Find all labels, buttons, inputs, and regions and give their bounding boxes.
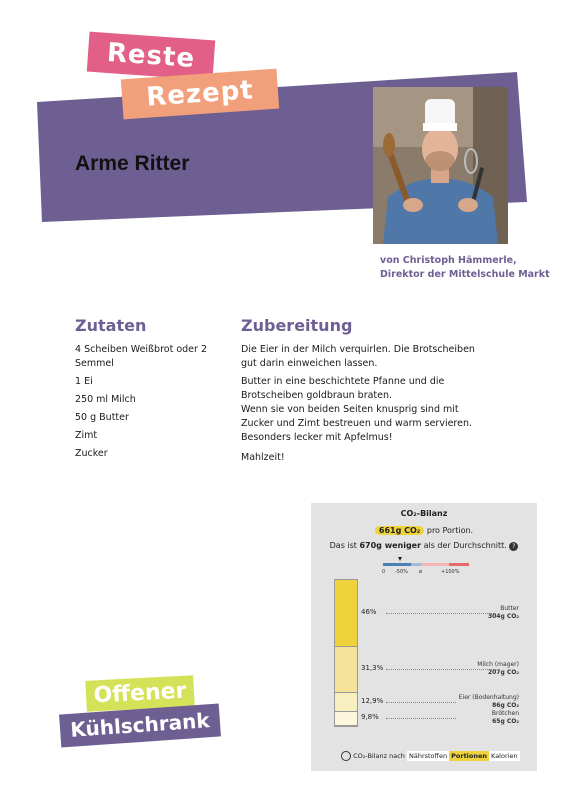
steps-heading: Zubereitung bbox=[241, 316, 353, 335]
recipe-title: Arme Ritter bbox=[75, 152, 190, 175]
scale-label: -50% bbox=[395, 569, 408, 575]
ingredient-item: Zimt bbox=[75, 430, 98, 441]
step-paragraph: Mahlzeit! bbox=[241, 452, 285, 463]
steps-text bbox=[241, 343, 491, 469]
author-credit bbox=[380, 254, 550, 282]
toggle-portionen[interactable]: Portionen bbox=[451, 752, 488, 760]
logo-kuehlschrank: Kühlschrank bbox=[59, 703, 221, 747]
co2-bar-value: 304g CO₂ bbox=[487, 612, 519, 620]
co2-per-portion: pro Portion. bbox=[426, 526, 474, 535]
co2-bar-labels bbox=[311, 579, 537, 725]
step-paragraph: Besonders lecker mit Apfelmus! bbox=[241, 432, 393, 443]
co2-summary bbox=[311, 526, 537, 535]
tag-rezept: Rezept bbox=[121, 69, 279, 120]
co2-footer-label: CO₂-Bilanz nach bbox=[353, 752, 405, 760]
scale-label: 0 bbox=[382, 569, 386, 575]
co2-bar-name: Brötchen bbox=[491, 710, 519, 717]
co2-bar-percent: 31,3% bbox=[361, 664, 384, 672]
step-paragraph: Die Eier in der Milch verquirlen. Die Brotscheiben gut darin einweichen lassen. bbox=[241, 344, 475, 369]
co2-bar-ingredient bbox=[429, 710, 519, 726]
toggle-kalorien[interactable]: Kalorien bbox=[491, 752, 518, 760]
scale-label: ø bbox=[419, 569, 423, 575]
co2-compare bbox=[311, 541, 537, 551]
co2-compare-prefix: Das ist bbox=[329, 541, 357, 550]
co2-compare-suffix: als der Durchschnitt. bbox=[423, 541, 507, 550]
co2-bar-value: 207g CO₂ bbox=[487, 669, 519, 676]
toggle-naehrstoffen[interactable]: Nährstoffen bbox=[408, 752, 448, 760]
ingredient-item: 50 g Butter bbox=[75, 412, 129, 423]
gear-icon bbox=[341, 751, 351, 761]
chef-photo bbox=[373, 87, 508, 244]
co2-bar-percent: 9,8% bbox=[361, 713, 379, 721]
scale-label: +100% bbox=[441, 569, 460, 575]
co2-bar-value: 86g CO₂ bbox=[492, 701, 519, 709]
co2-bar-name: Eier (Bodenhaltung) bbox=[458, 693, 519, 701]
co2-amount: 661g CO₂ bbox=[375, 526, 424, 535]
co2-bar-name: Butter bbox=[500, 604, 519, 612]
co2-bar-name: Milch (mager) bbox=[477, 661, 519, 668]
author-role: Direktor der Mittelschule Markt bbox=[380, 269, 550, 280]
help-icon[interactable]: ? bbox=[509, 542, 518, 551]
co2-bar-ingredient bbox=[429, 605, 519, 621]
ingredient-item: 4 Scheiben Weißbrot oder 2 Semmel bbox=[75, 344, 207, 369]
co2-footer bbox=[341, 751, 520, 761]
co2-bar-value: 65g CO₂ bbox=[492, 718, 519, 725]
ingredients-list bbox=[75, 343, 225, 465]
ingredient-item: Zucker bbox=[75, 448, 108, 459]
logo-offener: Offener bbox=[85, 675, 194, 712]
ingredient-item: 250 ml Milch bbox=[75, 394, 136, 405]
co2-bar-percent: 12,9% bbox=[361, 696, 384, 705]
step-paragraph: Wenn sie von beiden Seiten knusprig sind mit Zucker und Zimt bestreuen und warm servieren. bbox=[241, 404, 473, 429]
co2-panel bbox=[311, 503, 537, 771]
co2-scale-labels bbox=[381, 569, 471, 577]
author-name: von Christoph Hämmerle, bbox=[380, 255, 517, 266]
tag-reste: Reste bbox=[87, 32, 215, 81]
co2-bar-ingredient bbox=[429, 694, 519, 710]
co2-compare-value: 670g weniger bbox=[359, 541, 422, 550]
co2-bar-percent: 46% bbox=[361, 607, 377, 616]
co2-title: CO₂-Bilanz bbox=[400, 509, 448, 518]
ingredients-heading: Zutaten bbox=[75, 316, 147, 335]
step-paragraph: Butter in eine beschichtete Pfanne und die Brotscheiben goldbraun braten. bbox=[241, 376, 445, 401]
co2-bar-ingredient bbox=[429, 661, 519, 677]
ingredient-item: 1 Ei bbox=[75, 376, 93, 387]
